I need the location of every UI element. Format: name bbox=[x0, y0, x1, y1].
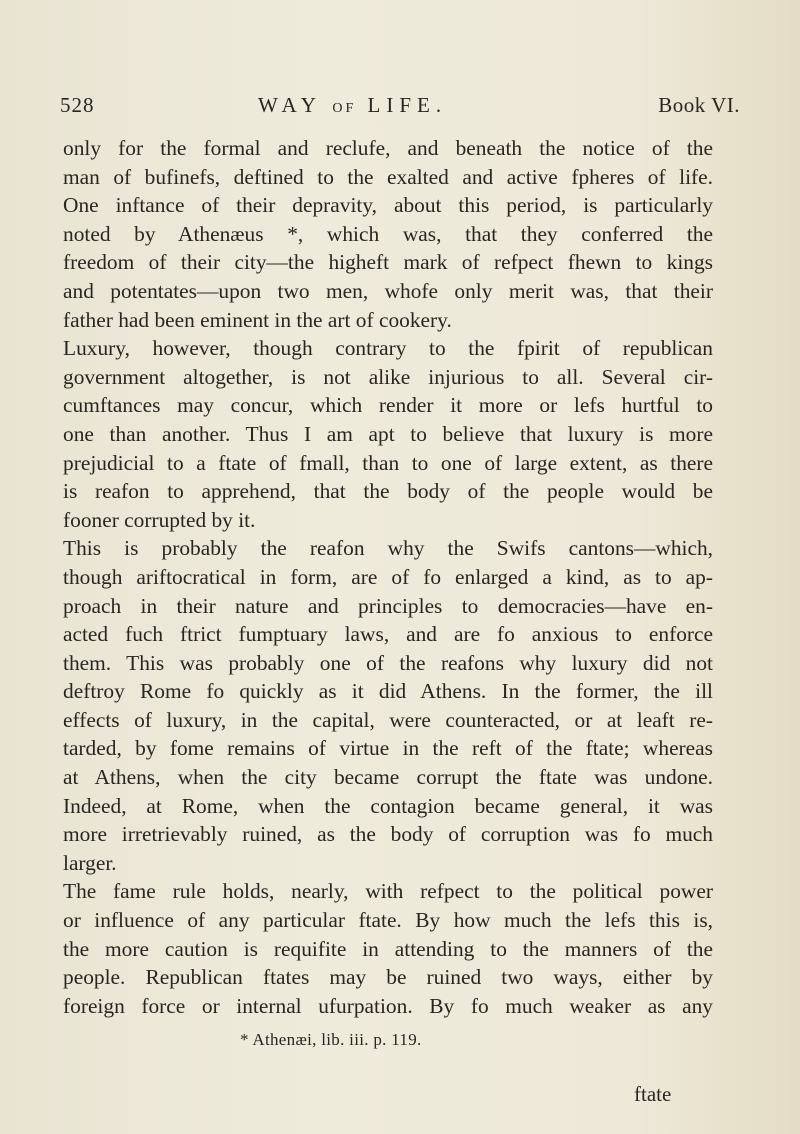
text-line: The fame rule holds, nearly, with refpect to the political power bbox=[63, 879, 713, 904]
text-line: at Athens, when the city became corrupt the ftate was undone. bbox=[63, 765, 713, 790]
text-line: foreign force or internal ufurpation. By fo much weaker as any bbox=[63, 993, 713, 1018]
text-line: noted by Athenæus *, which was, that they conferred the bbox=[63, 221, 713, 246]
text-line: freedom of their city—the higheft mark of refpect fhewn to kings bbox=[63, 250, 713, 275]
text-line: Indeed, at Rome, when the contagion became general, it was bbox=[63, 793, 713, 818]
text-line: only for the formal and reclufe, and beneath the notice of the bbox=[63, 136, 713, 160]
text-line: though ariftocratical in form, are of fo enlarged a kind, as to ap- bbox=[63, 564, 713, 589]
text-line: cumftances may concur, which render it more or lefs hurtful to bbox=[63, 393, 713, 418]
text-line: man of bufinefs, deftined to the exalted and active fpheres of life. bbox=[63, 164, 713, 189]
title-of: OF bbox=[332, 101, 357, 116]
text-line: one than another. Thus I am apt to believe that luxury is more bbox=[63, 421, 713, 446]
text-line: One inftance of their depravity, about this period, is particularly bbox=[63, 193, 713, 218]
catchword: ftate bbox=[634, 1082, 672, 1106]
text-line: father had been eminent in the art of cookery. bbox=[63, 307, 452, 332]
text-line: proach in their nature and principles to democracies—have en- bbox=[63, 593, 713, 618]
running-header bbox=[60, 93, 740, 125]
text-line: is reafon to apprehend, that the body of the people would be bbox=[63, 479, 713, 504]
text-line: the more caution is requifite in attending to the manners of the bbox=[63, 936, 713, 961]
text-line: people. Republican ftates may be ruined two ways, either by bbox=[63, 965, 713, 990]
text-line: acted fuch ftrict fumptuary laws, and are fo anxious to enforce bbox=[63, 622, 713, 647]
text-line: larger. bbox=[63, 850, 117, 875]
text-line: tarded, by fome remains of virtue in the reft of the ftate; whereas bbox=[63, 736, 713, 761]
text-line: more irretrievably ruined, as the body of corruption was fo much bbox=[63, 822, 713, 847]
book-label: Book VI. bbox=[658, 93, 740, 117]
text-line: fooner corrupted by it. bbox=[63, 507, 256, 532]
page-number: 528 bbox=[60, 93, 95, 117]
text-line: or influence of any particular ftate. By how much the lefs this is, bbox=[63, 908, 713, 933]
footnote: * Athenæi, lib. iii. p. 119. bbox=[240, 1030, 422, 1049]
text-line: government altogether, is not alike injurious to all. Several cir- bbox=[63, 364, 713, 389]
text-line: deftroy Rome fo quickly as it did Athens. In the former, the ill bbox=[63, 679, 713, 704]
text-line: This is probably the reafon why the Swifs cantons—which, bbox=[63, 536, 713, 561]
running-title bbox=[258, 93, 447, 118]
text-line: effects of luxury, in the capital, were counteracted, or at leaft re- bbox=[63, 707, 713, 732]
text-line: and potentates—upon two men, whofe only merit was, that their bbox=[63, 278, 713, 303]
text-line: prejudicial to a ftate of fmall, than to one of large extent, as there bbox=[63, 450, 713, 475]
title-life: LIFE. bbox=[367, 93, 448, 117]
text-line: Luxury, however, though contrary to the fpirit of republican bbox=[63, 336, 713, 361]
body-text bbox=[63, 134, 713, 1020]
title-way: WAY bbox=[258, 93, 322, 117]
text-line: them. This was probably one of the reafons why luxury did not bbox=[63, 650, 713, 675]
